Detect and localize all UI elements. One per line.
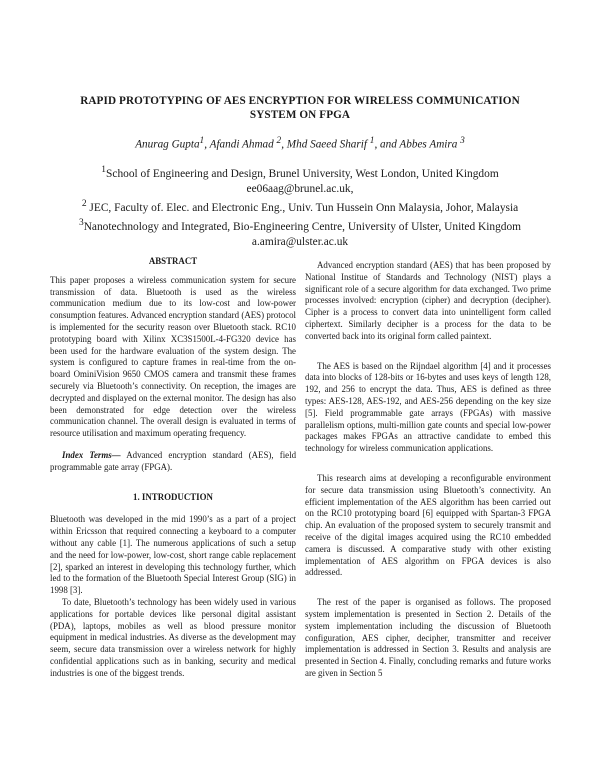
body-paragraph-rijndael: The AES is based on the Rijndael algorithm [4] and it processes data into blocks of 128-bits or 16-bytes and uses keys of length 128, 192, and 256 to encrypt the data. Thus, AES is defined as three types: AES-128, AES-192, and AES-256 depending on the key size [5]. Field programmable gate arrays (FPGAs) with massive parallelism options, multi-million gate counts and special low-power packages makes FPGAs an attractive candidate to embed this technology for wireless communication applications. [305, 360, 551, 454]
intro-paragraph-2: To date, Bluetooth’s technology has been widely used in various applications for portable devices like personal digital assistant (PDA), laptops, mobiles as well as blood pressure monitor equipment in medical industries. As diverse as the development may seem, secure data transmission over a wireless network for highly confidential applications such as in banking, security and medical industries is one of the biggest trends. [50, 596, 296, 678]
affiliation-list [40, 163, 560, 250]
body-paragraph-aes: Advanced encryption standard (AES) that has been proposed by National Institue of Standards and Technology (NIST) plays a significant role of a secure algorithm for data exchanged. Two prime processes involved: encryption (cipher) and decryption (decipher). Cipher is a process to convert data into unintelligent form called ciphertext. Similarly decipher is a process for the data to be converted back into its original form called paintext. [305, 260, 551, 341]
body-paragraph-research: This research aims at developing a reconfigurable environment for secure data transmission using Bluetooth’s connectivity. An efficient implementation of the AES algorithm has been carried out on the RC10 prototyping board [6] equipped with Spartan-3 FPGA chip. An evaluation of the proposed system to securely transmit and receive of the digital images acquired using the RC10 embedded camera is discussed. A comparative study with other existing implementation of AES algorithm on FPGA devices is also addressed. [305, 472, 551, 578]
author-separator: , [204, 138, 210, 151]
intro-paragraph-1: Bluetooth was developed in the mid 1990’s as a part of a project within Ericsson that required connecting a keyboard to a computer without any cable [1]. The numerous applications of such a setup and the need for low-power, low-cost, short range cable replacement [2], sparked an interest in developing this technology further, which led to the formation of the Bluetooth Special Interest Group (SIG) in 1998 [3]. [50, 514, 296, 596]
affil-text: JEC, Faculty of. Elec. and Electronic Eng., Univ. Tun Hussein Onn Malaysia, Johor, Malaysia [86, 202, 519, 214]
index-terms-label: Index Terms— [62, 449, 121, 460]
title-line-1: RAPID PROTOTYPING OF AES ENCRYPTION FOR WIRELESS COMMUNICATION [80, 95, 520, 107]
affil-text: a.amira@ulster.ac.uk [251, 236, 349, 249]
affiliation-line [40, 163, 560, 182]
left-column [50, 256, 296, 680]
author-affil-mark: 1 [199, 136, 205, 146]
author-affil-mark: 1 [369, 136, 375, 146]
affiliation-email [40, 235, 560, 250]
right-column [305, 260, 551, 680]
introduction-heading: 1. INTRODUCTION [133, 491, 213, 502]
title-line-2: SYSTEM ON FPGA [249, 109, 351, 121]
author-list [40, 136, 560, 151]
index-terms [50, 450, 296, 474]
affiliation-email [40, 182, 560, 197]
affiliation-line [40, 216, 560, 235]
affil-mark: 3 [78, 218, 84, 229]
author-name: Anurag Gupta [135, 138, 200, 151]
affiliation-line [40, 197, 560, 216]
affil-text: Nanotechnology and Integrated, Bio-Engineering Centre, University of Ulster, United Kingdom [83, 221, 522, 233]
author-separator: , [281, 138, 287, 151]
paper-title [40, 94, 560, 122]
author-separator: , and [374, 138, 400, 151]
author-name: Abbes Amira [399, 138, 458, 151]
affil-text: ee06aag@brunel.ac.uk, [246, 183, 354, 195]
author-affil-mark: 2 [276, 136, 282, 146]
affil-text: School of Engineering and Design, Brunel University, West London, United Kingdom [106, 167, 499, 180]
body-paragraph-outline: The rest of the paper is organised as follows. The proposed system implementation is presented in Section 2. Details of the system implementation including the discussion of Bluetooth configuration, AES cipher, decipher, transmitter and receiver implementation is addressed in Section 3. Results and analysis are presented in Section 4. Finally, concluding remarks and future works are given in Section 5 [305, 597, 551, 678]
author-name: Afandi Ahmad [209, 138, 274, 151]
author-affil-mark: 3 [460, 136, 465, 146]
author-name: Mhd Saeed Sharif [286, 138, 367, 151]
abstract-text: This paper proposes a wireless communication system for secure transmission of data. Bluetooth is used as the wireless communication medium due to its low-cost and low-power consumption features. Advanced encryption standard (AES) protocol is implemented for the security reason over Bluetooth stack. RC10 prototyping board with Xilinx XC3S1500L-4-FG320 device has been used for the hardware evaluation of the system design. The system is configured to capture frames in real-time from the on-board OminiVision 9650 CMOS camera and transmit these frames securely via Bluetooth’s connectivity. On reception, the images are decrypted and displayed on the external monitor. The design has also been demonstrated for edge detection over the wireless communication channel. The overall design is evaluated in terms of resource utilisation and maximum operating frequency. [50, 274, 296, 439]
affil-mark: 1 [101, 165, 107, 175]
abstract-heading: ABSTRACT [148, 256, 198, 266]
affil-mark: 2 [81, 199, 87, 210]
index-terms-text: Advanced encryption standard (AES), field programmable gate array (FPGA). [50, 449, 297, 472]
